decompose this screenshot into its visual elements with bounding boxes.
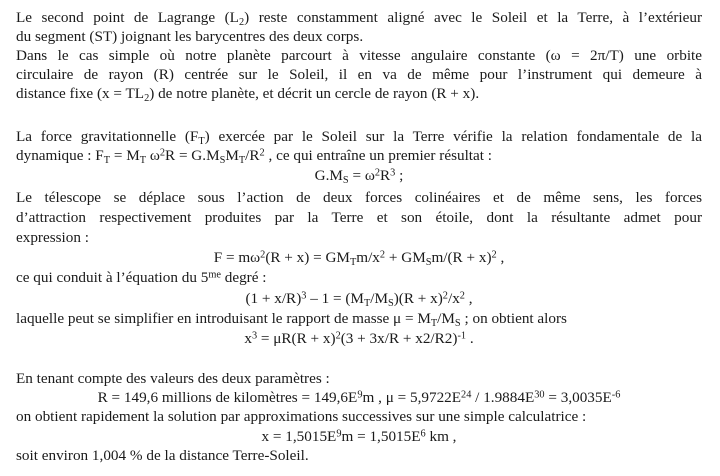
text-line-lagrange-2: du segment (ST) joignant les barycentres des deux corps. bbox=[16, 28, 364, 45]
text-line-force-4: d’attraction respectivement produites par la Terre et son étoile, dont la résultante admet pour bbox=[16, 209, 702, 226]
text-line-force-7: laquelle peut se simplifier en introduisant le rapport de masse $\mu = M_T/M_S$ ; on obtient alors bbox=[16, 310, 567, 329]
equation-force: $F = m\omega^2(R + x) = GM_Tm/x^2 + GM_Sm/(R + x)^2$ , bbox=[213, 249, 505, 268]
text-line-force-1: La force gravitationnelle $(F_T)$ exercée par le Soleil sur la Terre vérifie la relation fondamentale de la bbox=[16, 128, 702, 147]
text-line-lagrange-1: Le second point de Lagrange $(L_2)$ reste constamment aligné avec le Soleil et la Terre, à l’extérieur bbox=[16, 9, 702, 28]
equation-gms: $G.M_S = \omega^2R^3$ ; bbox=[314, 167, 404, 186]
text-line-force-3: Le télescope se déplace sous l’action de deux forces colinéaires et de même sens, les forces bbox=[16, 189, 702, 206]
equation-simplified: $x^3 = \mu R(R + x)^2(3 + 3x/R + x2/R2)^{-1}$ . bbox=[244, 330, 474, 347]
text-line-force-2: dynamique : $F_T = M_T$ $\omega^2R = G.M_SM_T/R^2$ , ce qui entraîne un premier résultat : bbox=[16, 147, 492, 166]
text-line-values-1: En tenant compte des valeurs des deux paramètres : bbox=[16, 370, 330, 387]
text-line-values-3: soit environ 1,004 % de la distance Terre-Soleil. bbox=[16, 447, 309, 464]
text-line-lagrange-5: distance fixe $(x = TL_2)$ de notre planète, et décrit un cercle de rayon (R + x). bbox=[16, 85, 480, 104]
equation-fifth-degree: $(1 + x/R)^3 - 1 = (M_T/M_S)(R + x)^2/x^2$ , bbox=[245, 290, 473, 309]
text-line-values-2: on obtient rapidement la solution par approximations successives sur une simple calculatrice : bbox=[16, 408, 587, 425]
text-line-force-6: ce qui conduit à l’équation du $5^{me}$ degré : bbox=[16, 269, 267, 286]
equation-solution: $x = 1,5015E^9m = 1,5015E^6$ km , bbox=[261, 428, 457, 445]
text-line-lagrange-4: circulaire de rayon (R) centrée sur le Soleil, il en va de même pour l’instrument qui demeure à bbox=[16, 66, 702, 83]
equation-parameters: R = 149,6 millions de kilomètres = $149,6E^9m$ , $\mu = 5,9722E^{24} / 1.9884E^{30} = 3,0035E^{-6}$ bbox=[97, 389, 621, 406]
text-line-lagrange-3: Dans le cas simple où notre planète parcourt à vitesse angulaire constante (ω = 2π/T) une orbite bbox=[16, 47, 702, 64]
text-line-force-5: expression : bbox=[16, 229, 89, 246]
